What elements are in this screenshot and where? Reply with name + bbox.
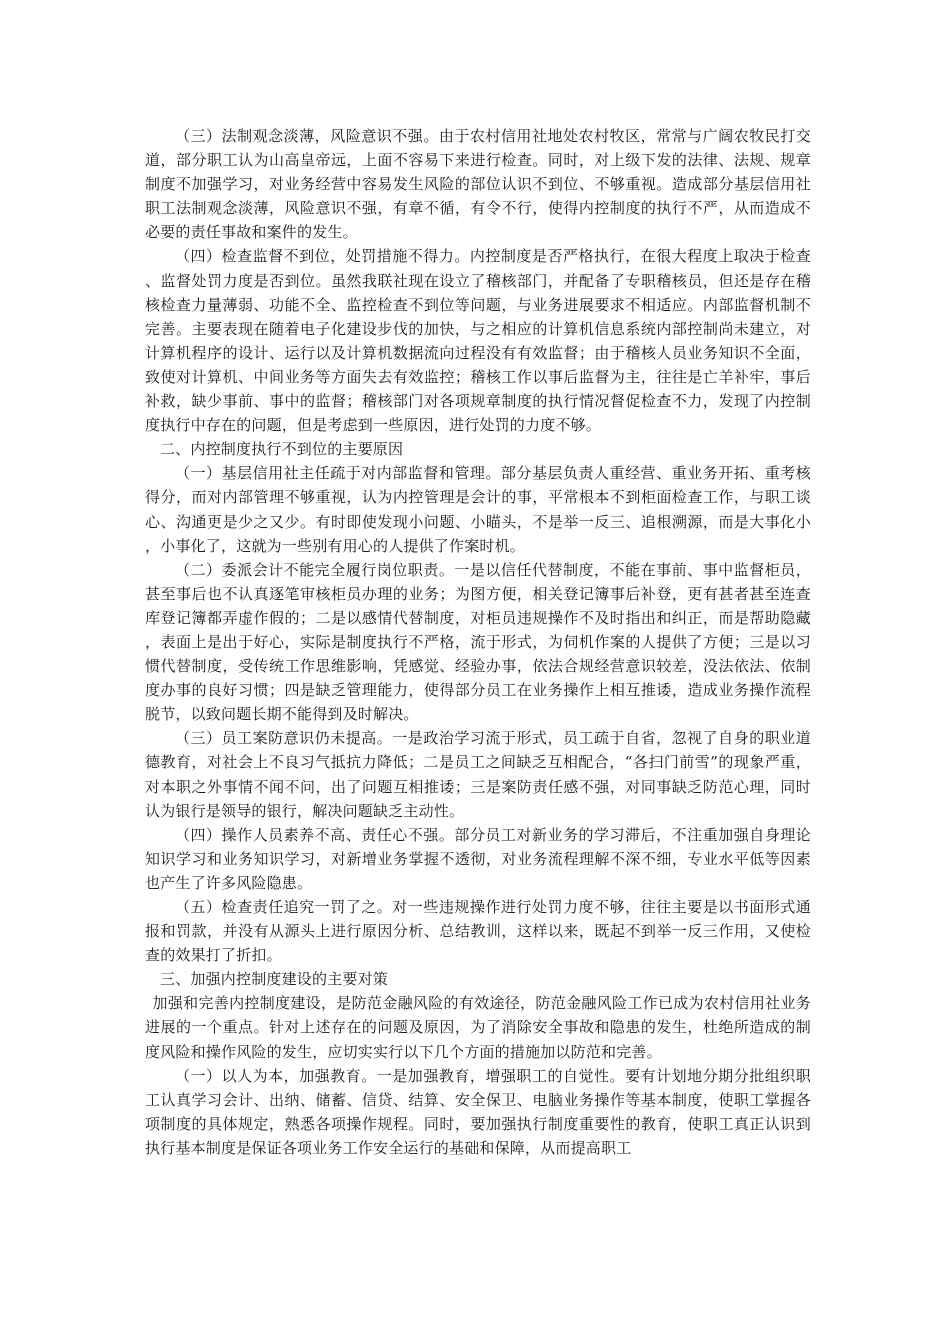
section-heading-measures: 三、加强内控制度建设的主要对策	[160, 970, 389, 989]
paragraph-supervision: （四）检查监督不到位，处罚措施不得力。内控制度是否严格执行，在很大程度上取决于检查、监督处罚力度是否到位。虽然我联社现在设立了稽核部门，并配备了专职稽核员，但还是存在稽核检查力量薄弱、功能不全、监控检查不到位等问题，与业务进展要求不相适应。内部监督机制不完善。主要表现在随着电子化建设步伐的加快，与之相应的计算机信息系统内部控制尚未建立，对计算机程序的设计、运行以及计算机数据流向过程没有有效监督；由于稽核人员业务知识不全面，致使对计算机、中间业务等方面失去有效监控；稽核工作以事后监督为主，往往是亡羊补牢，事后补救，缺少事前、事中的监督；稽核部门对各项规章制度的执行情况督促检查不力，发现了内控制度执行中存在的问题，但是考虑到一些原因，进行处罚的力度不够。	[145, 247, 811, 435]
paragraph-cause-1: （一）基层信用社主任疏于对内部监督和管理。部分基层负责人重经营、重业务开拓、重考核得分，而对内部管理不够重视，认为内控管理是会计的事，平常根本不到柜面检查工作，与职工谈心、沟通更是少之又少。有时即使发现小问题、小瞄头，不是举一反三、追根溯源，而是大事化小，小事化了，这就为一些别有用心的人提供了作案时机。	[145, 464, 811, 555]
paragraph-legal-awareness: （三）法制观念淡薄，风险意识不强。由于农村信用社地处农村牧区，常常与广阔农牧民打交道，部分职工认为山高皇帝远，上面不容易下来进行检查。同时，对上级下发的法律、法规、规章制度不加强学习，对业务经营中容易发生风险的部位认识不到位、不够重视。造成部分基层信用社职工法制观念淡薄，风险意识不强，有章不循，有令不行，使得内控制度的执行不严，从而造成不必要的责任事故和案件的发生。	[145, 127, 811, 242]
paragraph-measure-1: （一）以人为本，加强教育。一是加强教育，增强职工的自觉性。要有计划地分期分批组织职工认真学习会计、出纳、储蓄、信贷、结算、安全保卫、电脑业务操作等基本制度，使职工掌握各项制度的具体规定，熟悉各项操作规程。同时，要加强执行制度重要性的教育，使职工真正认识到执行基本制度是保证各项业务工作安全运行的基础和保障，从而提高职工	[145, 1066, 811, 1157]
paragraph-cause-5: （五）检查责任追究一罚了之。对一些违规操作进行处罚力度不够，往往主要是以书面形式通报和罚款，并没有从源头上进行原因分析、总结教训，这样以来，既起不到举一反三作用，又使检查的效果打了折扣。	[145, 898, 811, 965]
section-heading-causes: 二、内控制度执行不到位的主要原因	[160, 440, 404, 459]
paragraph-cause-2: （二）委派会计不能完全履行岗位职责。一是以信任代替制度，不能在事前、事中监督柜员，甚至事后也不认真逐笔审核柜员办理的业务；为图方便，相关登记簿事后补登，更有甚者甚至连查库登记簿都弄虚作假的；二是以感情代替制度，对柜员违规操作不及时指出和纠正，而是帮助隐藏，表面上是出于好心，实际是制度执行不严格，流于形式，为伺机作案的人提供了方便；三是以习惯代替制度，受传统工作思维影响，凭感觉、经验办事，依法合规经营意识较差，没法依法、依制度办事的良好习惯；四是缺乏管理能力，使得部分员工在业务操作上相互推诿，造成业务操作流程脱节，以致问题长期不能得到及时解决。	[145, 560, 811, 724]
document-page	[145, 124, 811, 1160]
paragraph-cause-3: （三）员工案防意识仍未提高。一是政治学习流于形式，员工疏于自省，忽视了自身的职业道德教育，对社会上不良习气抵抗力降低；二是员工之间缺乏互相配合，“各扫门前雪”的现象严重，对本职之外事情不闻不问，出了问题互相推诿；三是案防责任感不强，对同事缺乏防范心理，同时认为银行是领导的银行，解决问题缺乏主动性。	[145, 729, 811, 820]
paragraph-measures-intro: 加强和完善内控制度建设，是防范金融风险的有效途径，防范金融风险工作已成为农村信用社业务进展的一个重点。针对上述存在的问题及原因，为了消除安全事故和隐患的发生，杜绝所造成的制度风险和操作风险的发生，应切实实行以下几个方面的措施加以防范和完善。	[145, 994, 811, 1061]
paragraph-cause-4: （四）操作人员素养不高、责任心不强。部分员工对新业务的学习滞后，不注重加强自身理论知识学习和业务知识学习，对新增业务掌握不透彻，对业务流程理解不深不细，专业水平低等因素也产生了许多风险隐患。	[145, 825, 811, 892]
